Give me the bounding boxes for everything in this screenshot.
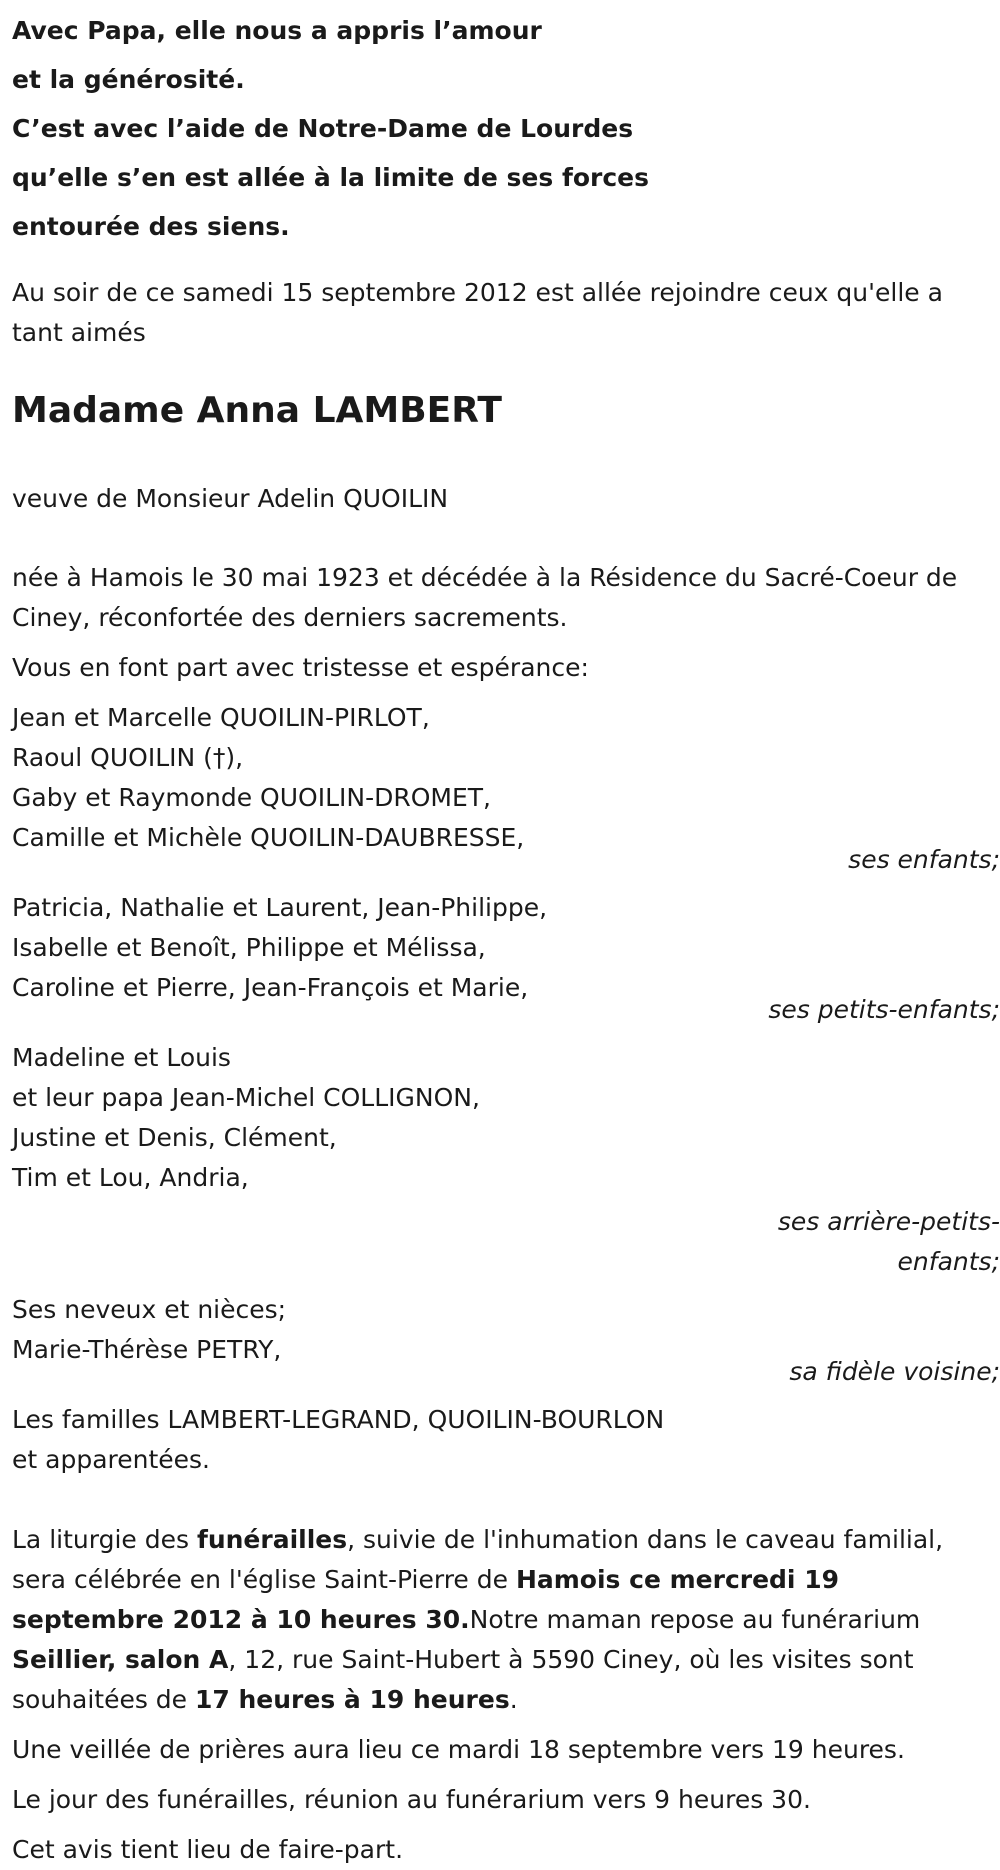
family-name-line: Jean et Marcelle QUOILIN-PIRLOT, <box>12 703 430 732</box>
families-line: et apparentées. <box>12 1445 210 1474</box>
intro-text: Au soir de ce samedi 15 septembre 2012 est allée rejoindre ceux qu'elle a tant aimés <box>12 278 943 347</box>
widow-of-text: veuve de Monsieur Adelin QUOILIN <box>12 484 449 513</box>
family-name-line: Tim et Lou, Andria, <box>12 1163 249 1192</box>
family-name-line: Justine et Denis, Clément, <box>12 1123 337 1152</box>
relation-label: enfants; <box>897 1247 1000 1276</box>
poem-line: C’est avec l’aide de Notre-Dame de Lourdes <box>12 114 634 143</box>
meeting-text: Le jour des funérailles, réunion au funérarium vers 9 heures 30. <box>12 1785 811 1814</box>
family-name-line: Camille et Michèle QUOILIN-DAUBRESSE, <box>12 823 525 852</box>
funeral-text-part: Notre maman repose au funérarium <box>469 1605 921 1634</box>
family-name-line: Gaby et Raymonde QUOILIN-DROMET, <box>12 783 491 812</box>
birth-death-text: née à Hamois le 30 mai 1923 et décédée à la Résidence du Sacré-Coeur de Ciney, réconfortée des derniers sacrements. <box>12 563 958 632</box>
families-block <box>12 1400 1000 1480</box>
family-name-line: Caroline et Pierre, Jean-François et Marie, <box>12 973 529 1002</box>
poem-line: entourée des siens. <box>12 212 290 241</box>
great-grandchildren-block <box>12 1038 1000 1282</box>
funeral-text-part: La liturgie des <box>12 1525 197 1554</box>
poem-line: qu’elle s’en est allée à la limite de ses forces <box>12 163 649 192</box>
deceased-name: Madame Anna LAMBERT <box>12 390 502 431</box>
funeral-text-part: . <box>509 1685 518 1714</box>
relation-label: ses petits-enfants; <box>768 995 1000 1024</box>
funeral-bold-part: Seillier, salon A <box>12 1645 229 1674</box>
vigil-text: Une veillée de prières aura lieu ce mardi 18 septembre vers 19 heures. <box>12 1735 905 1764</box>
closing-text: Cet avis tient lieu de faire-part. <box>12 1835 404 1864</box>
grandchildren-block <box>12 888 1000 1030</box>
poem-line: et la générosité. <box>12 65 245 94</box>
family-name-line: et leur papa Jean-Michel COLLIGNON, <box>12 1083 480 1112</box>
nephews-neighbor-block <box>12 1290 1000 1392</box>
family-name-line: Raoul QUOILIN (†), <box>12 743 244 772</box>
family-name-line: Patricia, Nathalie et Laurent, Jean-Philippe, <box>12 893 548 922</box>
relation-label: ses arrière-petits- <box>777 1207 1000 1236</box>
relation-label: sa fidèle voisine; <box>789 1357 1000 1386</box>
funeral-bold-part: 17 heures à 19 heures <box>195 1685 510 1714</box>
relation-label: ses enfants; <box>848 845 1000 874</box>
funeral-text-part: , 12, rue Saint-Hubert à 5590 Ciney, où les visites sont souhaitées de <box>12 1645 914 1714</box>
funeral-text <box>12 1520 997 1720</box>
children-block <box>12 698 1000 880</box>
poem-line: Avec Papa, elle nous a appris l’amour <box>12 16 542 45</box>
families-line: Les familles LAMBERT-LEGRAND, QUOILIN-BOURLON <box>12 1405 665 1434</box>
nephews-text: Ses neveux et nièces; <box>12 1295 287 1324</box>
neighbor-name: Marie-Thérèse PETRY, <box>12 1335 282 1364</box>
announce-text: Vous en font part avec tristesse et espérance: <box>12 653 589 682</box>
funeral-text-part: , suivie de l'inhumation dans le caveau familial, sera célébrée en l'église Saint-Pierre de <box>12 1525 944 1594</box>
family-name-line: Madeline et Louis <box>12 1043 231 1072</box>
funeral-bold-part: funérailles <box>196 1525 348 1554</box>
family-name-line: Isabelle et Benoît, Philippe et Mélissa, <box>12 933 486 962</box>
funeral-bold-part: Hamois ce mercredi 19 septembre 2012 à 10 heures 30. <box>12 1565 839 1634</box>
poem <box>12 6 988 251</box>
